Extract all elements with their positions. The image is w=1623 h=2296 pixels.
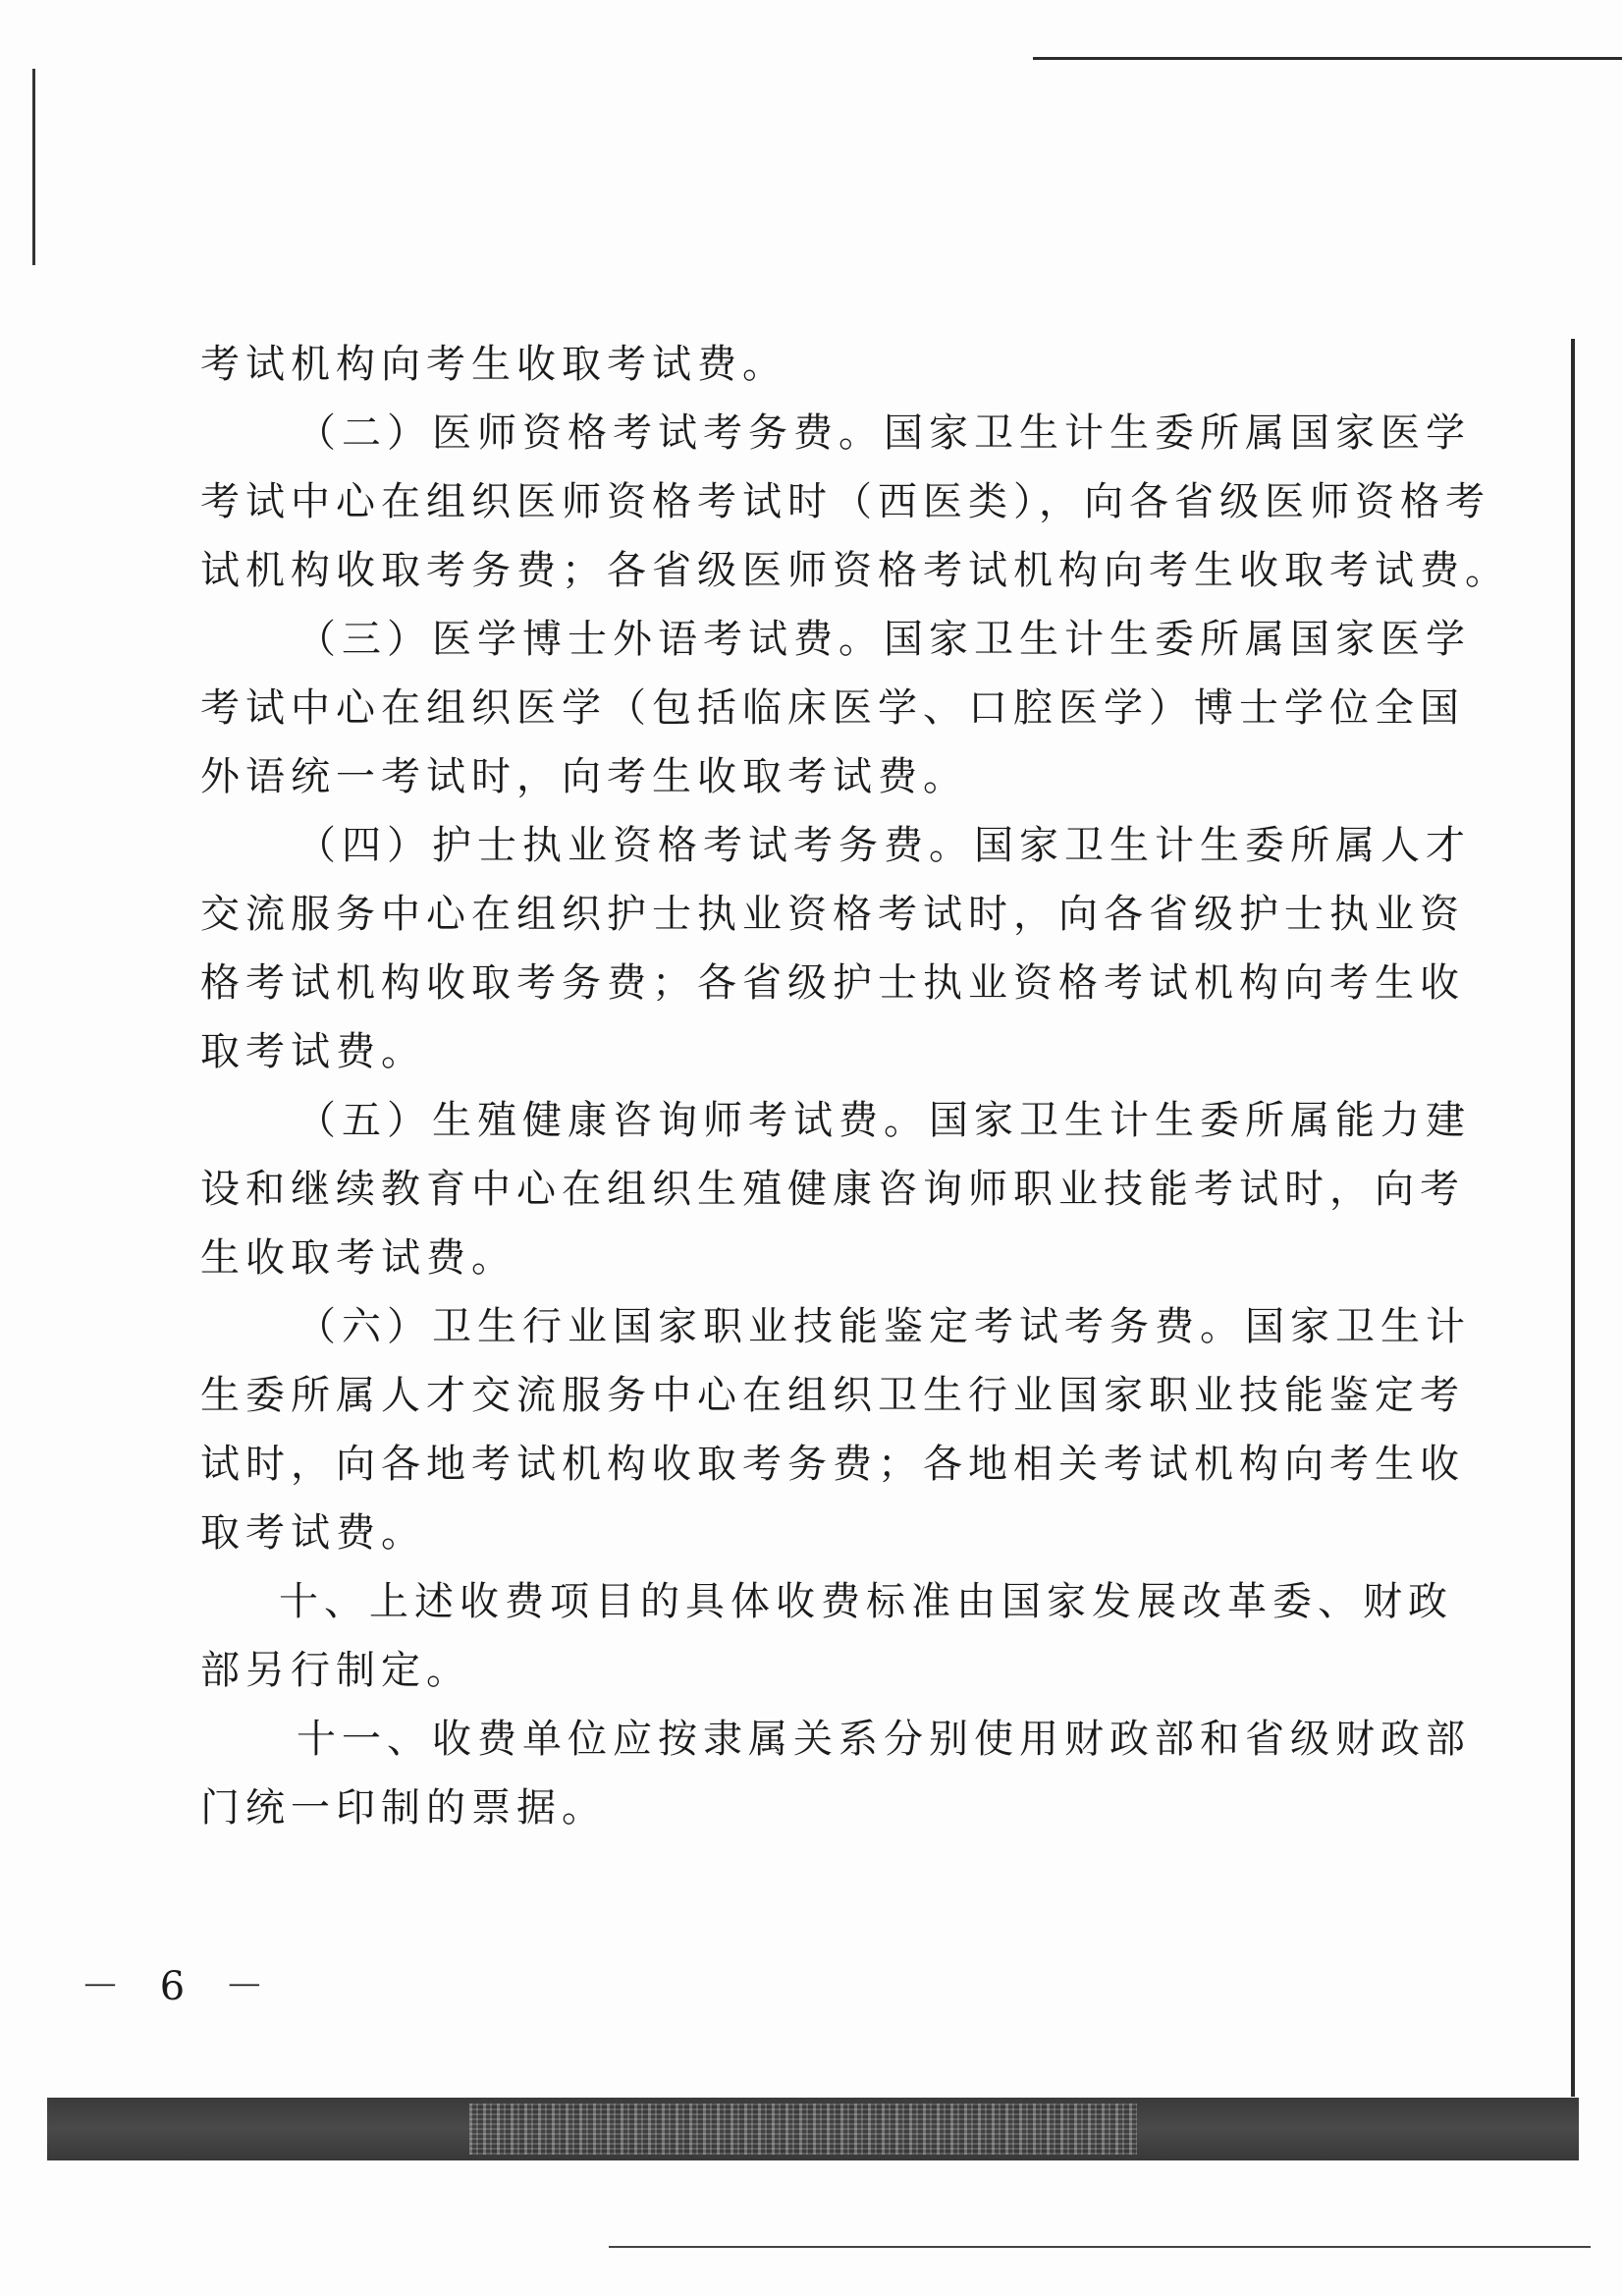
text-line: 生委所属人才交流服务中心在组织卫生行业国家职业技能鉴定考 — [200, 1373, 1465, 1418]
text-line: 考试中心在组织医师资格考试时（西医类），向各省级医师资格考 — [200, 479, 1490, 524]
text-line: 试时，向各地考试机构收取考务费；各地相关考试机构向考生收 — [200, 1442, 1465, 1487]
scan-left-edge — [32, 69, 35, 265]
text-line: 门统一印制的票据。 — [200, 1785, 607, 1831]
text-line: 考试机构向考生收取考试费。 — [200, 342, 787, 387]
text-line: （二）医师资格考试考务费。国家卫生计生委所属国家医学 — [297, 410, 1471, 456]
scan-noise — [469, 2104, 1137, 2155]
text-line: 部另行制定。 — [200, 1648, 471, 1693]
text-line: 格考试机构收取考务费；各省级护士执业资格考试机构向考生收 — [200, 960, 1465, 1006]
text-line: 考试中心在组织医学（包括临床医学、口腔医学）博士学位全国 — [200, 685, 1465, 731]
text-line: 取考试费。 — [200, 1510, 426, 1556]
text-line: （五）生殖健康咨询师考试费。国家卫生计生委所属能力建 — [297, 1098, 1471, 1143]
text-line: 十、上述收费项目的具体收费标准由国家发展改革委、财政 — [279, 1579, 1453, 1624]
text-line: （四）护士执业资格考试考务费。国家卫生计生委所属人才 — [297, 823, 1471, 868]
text-line: 十一、收费单位应按隶属关系分别使用财政部和省级财政部 — [297, 1717, 1471, 1762]
text-line: 设和继续教育中心在组织生殖健康咨询师职业技能考试时，向考 — [200, 1167, 1465, 1212]
text-line: 外语统一考试时，向考生收取考试费。 — [200, 754, 968, 799]
scan-right-edge — [1571, 339, 1575, 2097]
scan-top-rule — [1033, 57, 1622, 60]
scan-bottom-rule — [609, 2246, 1591, 2248]
text-line: 试机构收取考务费；各省级医师资格考试机构向考生收取考试费。 — [200, 548, 1510, 593]
text-line: （六）卫生行业国家职业技能鉴定考试考务费。国家卫生计 — [297, 1304, 1471, 1349]
scan-bottom-band — [47, 2098, 1579, 2160]
body-text — [200, 330, 1510, 1842]
text-line: 生收取考试费。 — [200, 1235, 516, 1281]
text-line: 交流服务中心在组织护士执业资格考试时，向各省级护士执业资 — [200, 892, 1465, 937]
page-number: － 6 － — [81, 1964, 278, 2009]
text-line: 取考试费。 — [200, 1029, 426, 1074]
text-line: （三）医学博士外语考试费。国家卫生计生委所属国家医学 — [297, 617, 1471, 662]
